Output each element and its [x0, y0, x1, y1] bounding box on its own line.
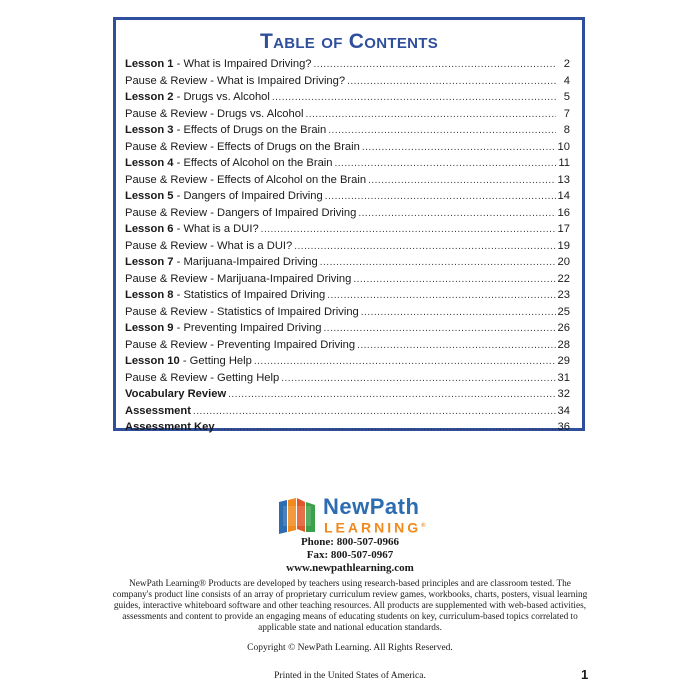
- dot-leader: [294, 239, 555, 255]
- toc-entry-title: - Effects of Drugs on the Brain: [173, 124, 327, 136]
- toc-entry-page: 19: [557, 239, 570, 252]
- toc-entry-label: Assessment Key: [125, 421, 215, 433]
- fax-number: Fax: 800-507-0967: [306, 549, 394, 561]
- toc-entry-page: 13: [557, 173, 570, 186]
- toc-entry-title: Pause & Review - Getting Help: [125, 371, 280, 384]
- website-url: www.newpathlearning.com: [286, 562, 414, 574]
- dot-leader: [347, 74, 556, 90]
- toc-entry: [125, 205, 570, 222]
- toc-entry-text: [125, 386, 226, 403]
- copyright-notice: Copyright © NewPath Learning. All Rights Reserved.: [247, 643, 453, 653]
- toc-entry-title: - What is Impaired Driving?: [173, 58, 312, 70]
- toc-entry-page: 10: [557, 140, 570, 153]
- toc-entry-text: [125, 139, 360, 156]
- toc-entry-title: - Drugs vs. Alcohol: [173, 91, 270, 103]
- dot-leader: [281, 371, 555, 387]
- table-of-contents-box: [113, 17, 585, 431]
- page-number: 1: [581, 667, 589, 682]
- toc-entry-title: - Effects of Alcohol on the Brain: [173, 157, 333, 169]
- toc-entry: [125, 386, 570, 403]
- toc-entry-text: [125, 419, 215, 436]
- toc-entry: [125, 403, 570, 420]
- toc-entry-page: 23: [557, 289, 570, 301]
- toc-entry-title: Pause & Review - Preventing Impaired Driving: [125, 338, 356, 351]
- toc-entry: [125, 56, 570, 73]
- toc-entry-label: Lesson 4: [125, 157, 174, 169]
- toc-entry-page: 7: [563, 107, 570, 120]
- toc-entry: [125, 155, 570, 172]
- toc-entry: [125, 106, 570, 123]
- toc-entry: [125, 320, 570, 337]
- toc-entry: [125, 370, 570, 387]
- toc-entry-text: [125, 221, 259, 238]
- toc-entry: [125, 73, 570, 90]
- toc-entry-page: 8: [563, 124, 570, 136]
- toc-entry-page: 25: [557, 305, 570, 318]
- toc-entry-page: 16: [557, 206, 570, 219]
- toc-entry: [125, 172, 570, 189]
- toc-entry-label: Vocabulary Review: [125, 388, 227, 400]
- toc-entry-page: 5: [563, 91, 570, 103]
- dot-leader: [368, 173, 555, 189]
- dot-leader: [228, 387, 555, 403]
- toc-entry-text: [125, 370, 279, 387]
- toc-entry-text: [125, 155, 333, 172]
- dot-leader: [217, 420, 556, 436]
- dot-leader: [323, 321, 555, 337]
- toc-entry-title: Pause & Review - Drugs vs. Alcohol: [125, 107, 304, 120]
- dot-leader: [361, 305, 556, 321]
- toc-entry-title: - Getting Help: [179, 355, 252, 367]
- toc-entry-label: Lesson 9: [125, 322, 174, 334]
- toc-entry-title: Pause & Review - Effects of Drugs on the Brain: [125, 140, 360, 153]
- toc-entry-label: Lesson 6: [125, 223, 174, 235]
- toc-entry-page: 34: [557, 404, 570, 417]
- toc-entry-text: [125, 106, 303, 123]
- toc-entry-page: 17: [557, 223, 570, 235]
- toc-entry-page: 11: [558, 157, 570, 169]
- toc-entry-text: [125, 188, 323, 205]
- toc-entry-title: - Statistics of Impaired Driving: [173, 289, 326, 301]
- toc-entry: [125, 122, 570, 139]
- toc-entry: [125, 287, 570, 304]
- dot-leader: [325, 189, 556, 205]
- dot-leader: [335, 156, 557, 172]
- toc-entry-page: 28: [557, 338, 570, 351]
- dot-leader: [353, 272, 555, 288]
- dot-leader: [358, 206, 555, 222]
- newpath-logo: [277, 496, 427, 536]
- toc-entry-label: Lesson 2: [125, 91, 174, 103]
- toc-title: Table of Contents: [259, 30, 439, 53]
- dot-leader: [327, 288, 555, 304]
- dot-leader: [328, 123, 556, 139]
- toc-entry: [125, 271, 570, 288]
- toc-entry-page: 31: [557, 371, 570, 384]
- toc-entry: [125, 353, 570, 370]
- logo-name-top: NewPath: [323, 494, 420, 519]
- toc-entry-text: [125, 320, 321, 337]
- phone-number: Phone: 800-507-0966: [300, 536, 400, 548]
- dot-leader: [357, 338, 555, 354]
- toc-entry-page: 26: [557, 322, 570, 334]
- toc-entry-title: Pause & Review - What is a DUI?: [125, 239, 293, 252]
- toc-entry-title: Pause & Review - Statistics of Impaired Driving: [125, 305, 359, 318]
- toc-entry-title: Pause & Review - Marijuana-Impaired Driving: [125, 272, 352, 285]
- toc-entry-label: Assessment: [125, 404, 191, 417]
- toc-entry-text: [125, 337, 355, 354]
- toc-entry-label: Lesson 10: [125, 355, 180, 367]
- toc-entry-text: [125, 73, 345, 90]
- toc-entry-title: - Marijuana-Impaired Driving: [173, 256, 318, 268]
- toc-entry-label: Lesson 5: [125, 190, 174, 202]
- toc-entry: [125, 304, 570, 321]
- toc-entry-title: - Preventing Impaired Driving: [173, 322, 322, 334]
- toc-entry-label: Lesson 8: [125, 289, 174, 301]
- toc-entry-page: 2: [563, 58, 570, 70]
- toc-entry-page: 36: [557, 421, 570, 433]
- toc-entry-title: Pause & Review - Effects of Alcohol on the Brain: [125, 173, 367, 186]
- dot-leader: [314, 57, 556, 73]
- toc-entry-text: [125, 304, 359, 321]
- toc-entry-text: [125, 89, 270, 106]
- toc-entry-title: - Dangers of Impaired Driving: [173, 190, 323, 202]
- toc-entry-page: 14: [557, 190, 570, 202]
- dot-leader: [254, 354, 556, 370]
- toc-entry: [125, 221, 570, 238]
- toc-entry-text: [125, 56, 312, 73]
- toc-entry: [125, 139, 570, 156]
- logo-name-bottom: LEARNING®: [324, 519, 429, 536]
- toc-entry: [125, 238, 570, 255]
- toc-entry-text: [125, 271, 351, 288]
- toc-entry-title: Pause & Review - Dangers of Impaired Driving: [125, 206, 357, 219]
- dot-leader: [272, 90, 556, 106]
- toc-entry-text: [125, 205, 356, 222]
- dot-leader: [320, 255, 556, 271]
- toc-entry: [125, 254, 570, 271]
- toc-entry-title: Pause & Review - What is Impaired Driving?: [125, 74, 346, 87]
- toc-entry-text: [125, 238, 292, 255]
- toc-entry-title: - What is a DUI?: [173, 223, 259, 235]
- toc-entry-text: [125, 172, 366, 189]
- toc-list: [125, 56, 570, 436]
- dot-leader: [261, 222, 556, 238]
- toc-entry: [125, 188, 570, 205]
- toc-entry-text: [125, 287, 325, 304]
- toc-entry-page: 20: [557, 256, 570, 268]
- toc-entry-text: [125, 403, 191, 420]
- toc-entry-text: [125, 353, 252, 370]
- toc-entry-page: 22: [557, 272, 570, 285]
- toc-entry-page: 29: [557, 355, 570, 367]
- toc-entry-text: [125, 122, 326, 139]
- toc-entry: [125, 419, 570, 436]
- toc-entry-label: Lesson 1: [125, 58, 174, 70]
- dot-leader: [193, 404, 556, 420]
- toc-entry-label: Lesson 7: [125, 256, 174, 268]
- toc-entry-page: 4: [563, 74, 570, 87]
- toc-entry-page: 32: [557, 388, 570, 400]
- books-logo-icon: [277, 496, 321, 536]
- toc-entry-label: Lesson 3: [125, 124, 174, 136]
- dot-leader: [305, 107, 556, 123]
- toc-entry: [125, 89, 570, 106]
- printed-notice: Printed in the United States of America.: [274, 671, 426, 681]
- company-description: NewPath Learning® Products are developed by teachers using research-based principles and are classroom tested. The company's product line consists of an array of proprietary curriculum review games, workbooks, charts, posters, visual learning guides, interactive whiteboard software and other teaching resources. All products are supplemented with web-based activities, assessments and content to provide an engaging means of educating students on key, curriculum-based topics correlated to applicable state and national education standards.: [112, 579, 588, 633]
- toc-entry: [125, 337, 570, 354]
- dot-leader: [362, 140, 556, 156]
- toc-entry-text: [125, 254, 318, 271]
